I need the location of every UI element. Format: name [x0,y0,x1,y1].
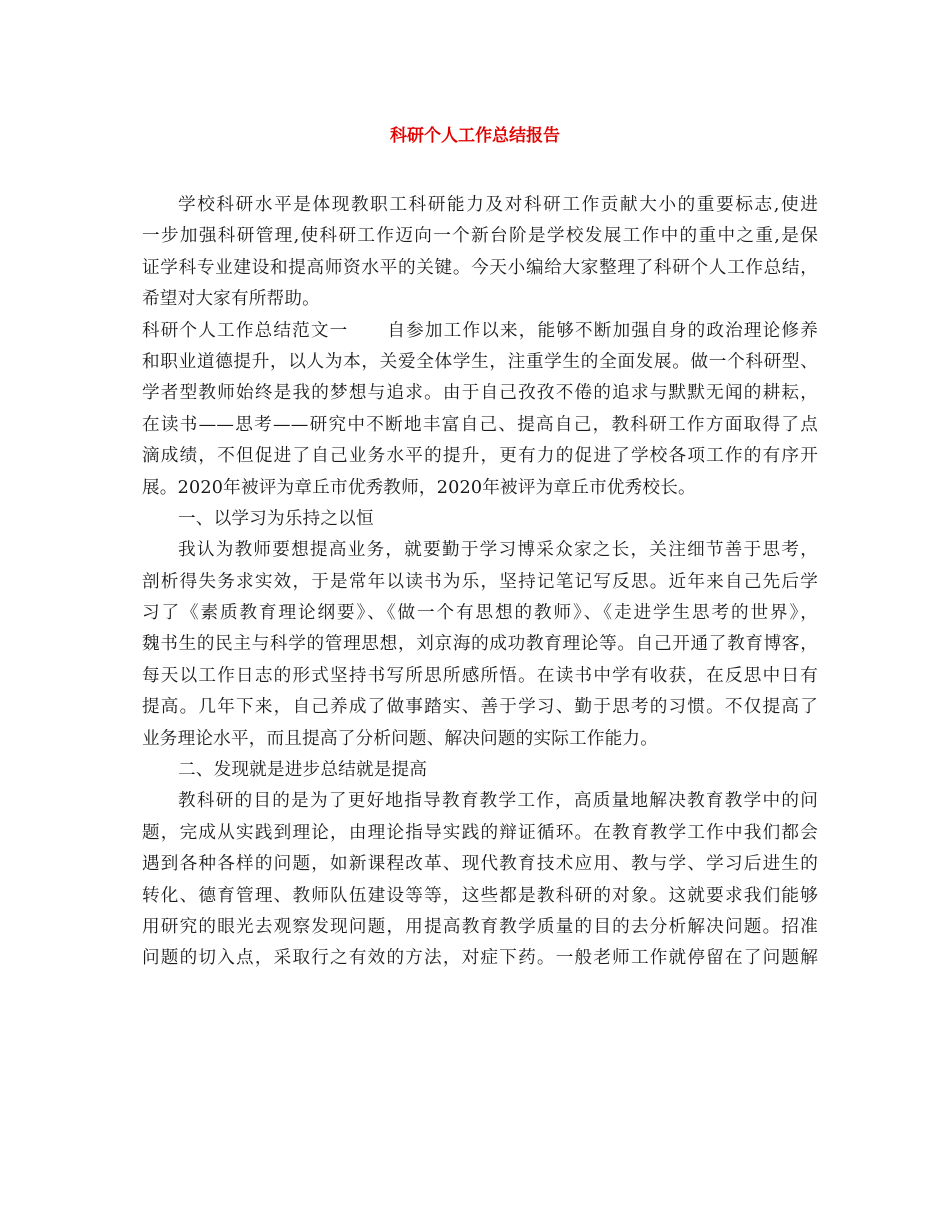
paragraph-line: 学校科研水平是体现教职工科研能力及对科研工作贡献大小的重要标志,使进 [178,195,818,215]
paragraph-line: 希望对大家有所帮助。 [142,289,320,310]
document-body [142,190,818,975]
paragraph-text: 自参加工作以来，能够不断加强自身的政治理论修养 [386,320,819,341]
paragraph-line: 滴成绩，不但促进了自己业务水平的提升，更有力的促进了学校各项工作的有序开 [142,446,818,467]
paragraph-line: 一步加强科研管理,使科研工作迈向一个新台阶是学校发展工作中的重中之重,是保 [142,226,818,247]
paragraph-line: 每天以工作日志的形式坚持书写所思所感所悟。在读书中学有收获，在反思中日有 [142,665,818,686]
paragraph-line: 题，完成从实践到理论，由理论指导实践的辩证循环。在教育教学工作中我们都会 [142,822,818,843]
paragraph-line: 业务理论水平，而且提高了分析问题、解决问题的实际工作能力。 [142,728,659,749]
paragraph-line: 学者型教师始终是我的梦想与追求。由于自己孜孜不倦的追求与默默无闻的耕耘， [142,383,818,404]
paragraph-line: 剖析得失务求实效，于是常年以读书为乐，坚持记笔记写反思。近年来自己先后学 [142,571,818,592]
section-heading-sample-one: 科研个人工作总结范文一 [142,320,349,341]
paragraph-line: 在读书——思考——研究中不断地丰富自己、提高自己，教科研工作方面取得了点 [142,414,818,435]
paragraph-line: 转化、德育管理、教师队伍建设等等，这些都是教科研的对象。这就要求我们能够 [142,885,818,906]
paragraph-line: 提高。几年下来，自己养成了做事踏实、善于学习、勤于思考的习惯。不仅提高了 [142,697,818,718]
paragraph-line: 和职业道德提升，以人为本，关爱全体学生，注重学生的全面发展。做一个科研型、 [142,351,818,372]
paragraph-line: 证学科专业建设和提高师资水平的关键。今天小编给大家整理了科研个人工作总结， [142,257,818,278]
paragraph-line: 遇到各种各样的问题，如新课程改革、现代教育技术应用、教与学、学习后进生的 [142,854,818,875]
paragraph-line: 教科研的目的是为了更好地指导教育教学工作，高质量地解决教育教学中的问 [178,791,818,812]
paragraph-line [142,316,818,347]
paragraph-line: 问题的切入点，采取行之有效的方法，对症下药。一般老师工作就停留在了问题解 [142,948,818,969]
section-heading: 二、发现就是进步总结就是提高 [178,760,428,781]
paragraph-line: 魏书生的民主与科学的管理思想，刘京海的成功教育理论等。自己开通了教育博客， [142,634,818,655]
paragraph-line: 习了《素质教育理论纲要》、《做一个有思想的教师》、《走进学生思考的世界》， [142,603,818,624]
section-heading: 一、以学习为乐持之以恒 [178,508,374,529]
document-title: 科研个人工作总结报告 [390,126,560,146]
paragraph-line: 用研究的眼光去观察发现问题，用提高教育教学质量的目的去分析解决问题。招准 [142,916,818,937]
paragraph-line: 我认为教师要想提高业务，就要勤于学习博采众家之长，关注细节善于思考， [178,540,818,561]
paragraph-line: 展。2020年被评为章丘市优秀教师，2020年被评为章丘市优秀校长。 [142,477,696,498]
